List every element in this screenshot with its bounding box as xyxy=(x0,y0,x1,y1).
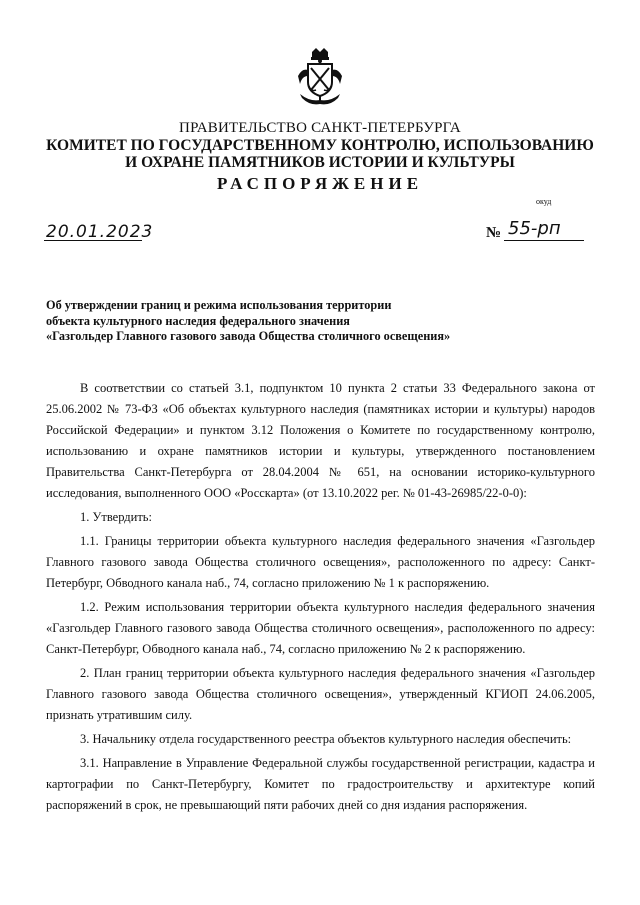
date-underline xyxy=(44,240,142,241)
body-paragraph-3-1: 3.1. Направление в Управление Федеральной службы государственной регистрации, кадастра и картографии по Санкт-Петербургу, Комитет по градостроительству и архитектуре копий распоряжений в срок, не превышающий пяти рабочих дней со дня издания распоряжения. xyxy=(46,756,595,812)
document-subject xyxy=(46,298,566,345)
committee-title-line-1: КОМИТЕТ ПО ГОСУДАРСТВЕННОМУ КОНТРОЛЮ, ИСПОЛЬЗОВАНИЮ xyxy=(46,137,594,154)
body-paragraph-2: 2. План границ территории объекта культурного наследия федерального значения «Газгольдер Главного газового завода Общества столичного освещения», утвержденный КГИОП 24.06.2005, признать утратившим силу. xyxy=(46,666,595,722)
body-paragraph-1-2: 1.2. Режим использования территории объекта культурного наследия федерального значения «Газгольдер Главного газового завода Общества столичного освещения», расположенного по адресу: Санкт-Петербург, Обводного канала наб., 74, согласно приложению № 2 к распоряжению. xyxy=(46,600,595,656)
document-number-label: № xyxy=(486,225,502,241)
body-paragraph-preamble: В соответствии со статьей 3.1, подпунктом 10 пункта 2 статьи 33 Федерального закона от 25.06.2002 № 73-ФЗ «Об объектах культурного наследия (памятниках истории и культуры) народов Российской Федерации» и пунктом 3.12 Положения о Комитете по государственному контролю, использованию и охране памятников истории и культуры, утвержденного постановлением Правительства Санкт-Петербурга от 28.04.2004 № 651, на основании историко-культурного исследования, выполненного ООО «Росскарта» (от 13.10.2022 рег. № 01-43-26985/22-0-0): xyxy=(46,381,595,500)
committee-title xyxy=(0,137,640,171)
document-body xyxy=(46,378,595,816)
subject-line-3: «Газгольдер Главного газового завода Общества столичного освещения» xyxy=(46,329,451,343)
okud-label: окуд xyxy=(536,197,552,206)
body-paragraph-3: 3. Начальнику отдела государственного реестра объектов культурного наследия обеспечить: xyxy=(80,732,572,746)
subject-line-1: Об утверждении границ и режима использования территории xyxy=(46,298,392,312)
subject-line-2: объекта культурного наследия федерального значения xyxy=(46,313,350,328)
document-number: 55-рп xyxy=(508,218,561,239)
saint-petersburg-coat-of-arms-icon xyxy=(292,46,348,108)
number-underline xyxy=(504,240,584,241)
body-paragraph-1-1: 1.1. Границы территории объекта культурного наследия федерального значения «Газгольдер Главного газового завода Общества столичного освещения», расположенного по адресу: Санкт-Петербург, Обводного канала наб., 74, согласно приложению № 1 к распоряжению. xyxy=(46,534,595,590)
document-date: 20.01.2023 xyxy=(46,222,154,242)
document-type-title: РАСПОРЯЖЕНИЕ xyxy=(216,174,424,193)
government-title: ПРАВИТЕЛЬСТВО САНКТ-ПЕТЕРБУРГА xyxy=(179,120,461,136)
body-paragraph-1: 1. Утвердить: xyxy=(80,510,152,524)
committee-title-line-2: И ОХРАНЕ ПАМЯТНИКОВ ИСТОРИИ И КУЛЬТУРЫ xyxy=(125,154,515,171)
